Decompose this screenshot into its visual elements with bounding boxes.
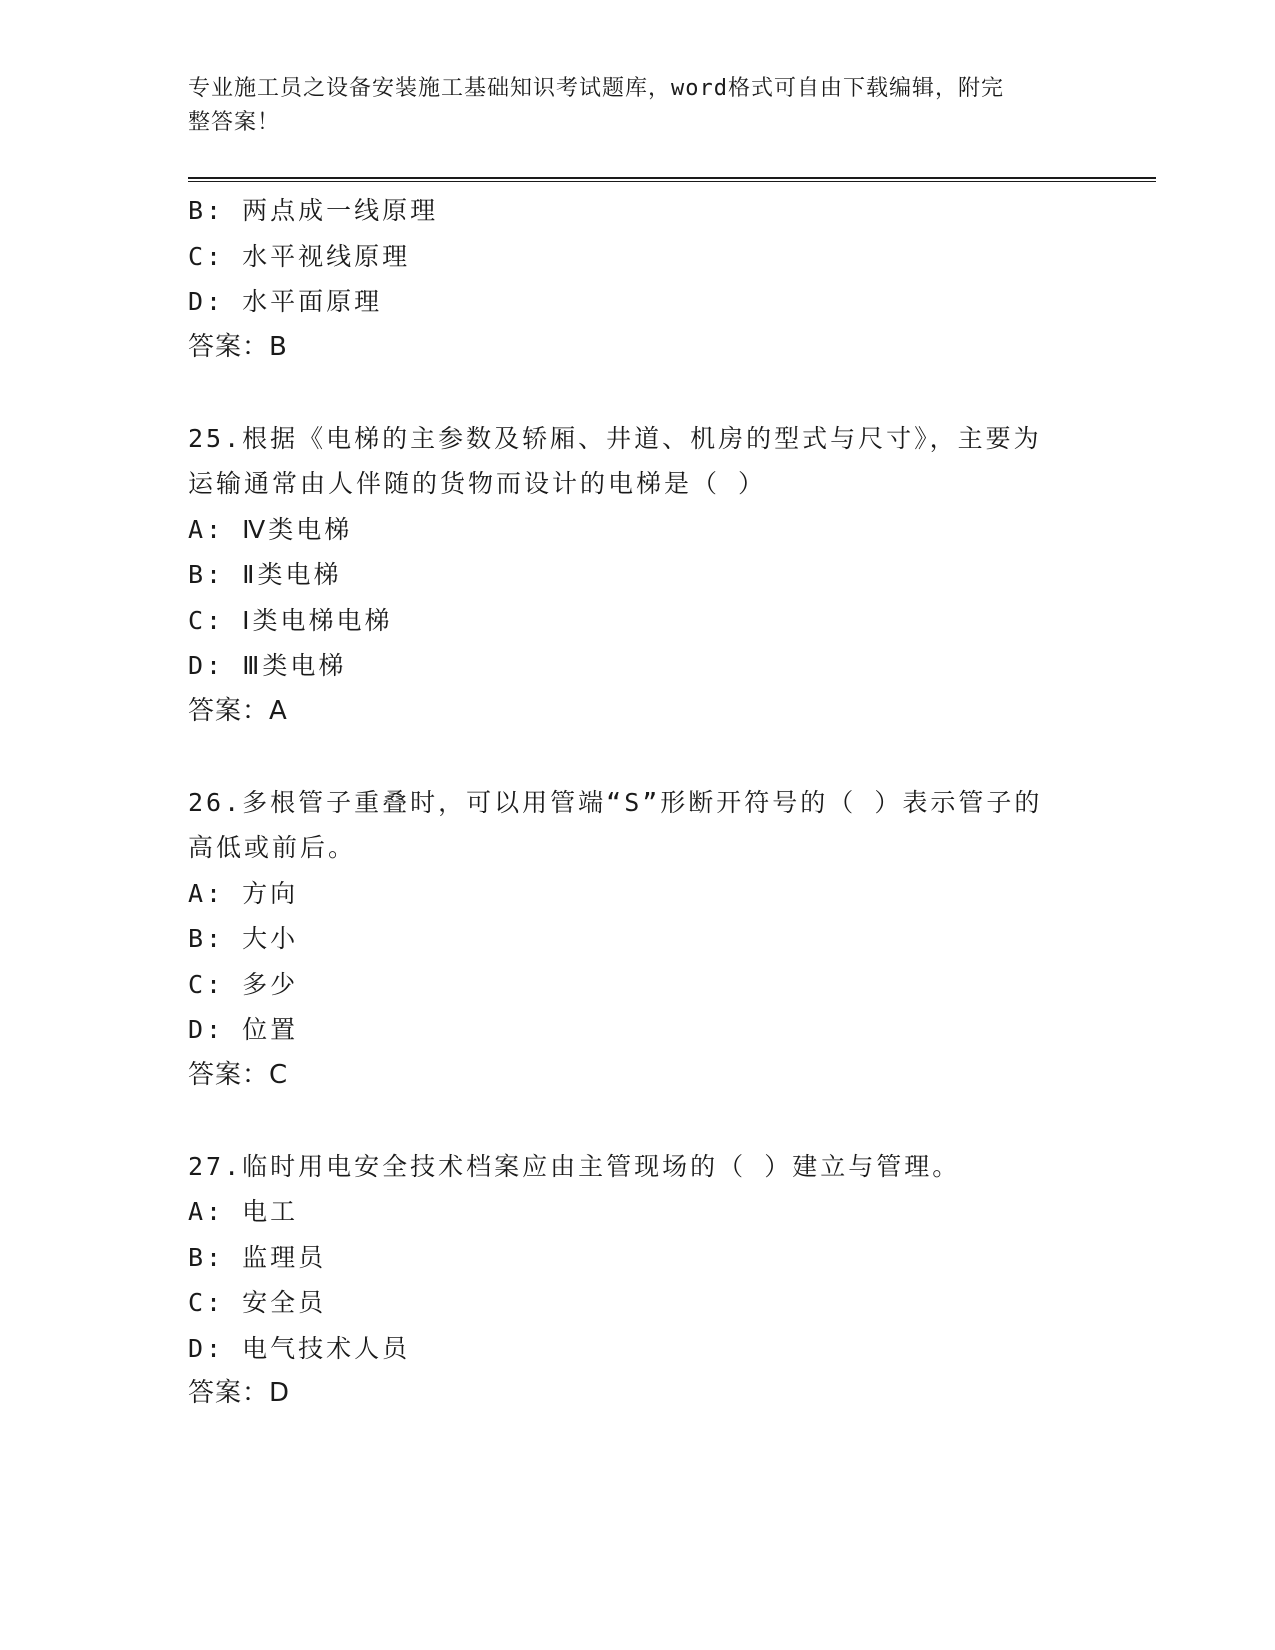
question-24-continuation xyxy=(188,188,1088,370)
header-text-line-2: 整答案！ xyxy=(188,110,281,135)
option-b: B: 大小 xyxy=(188,924,299,953)
option-c: C: 水平视线原理 xyxy=(188,241,411,271)
spacer xyxy=(188,1098,1088,1144)
question-stem-line: 27.临时用电安全技术档案应由主管现场的（ ）建立与管理。 xyxy=(188,1151,961,1181)
option-d: D: 水平面原理 xyxy=(188,287,383,316)
option-b: B: 监理员 xyxy=(188,1242,327,1272)
option-c: C: 多少 xyxy=(188,969,299,999)
option-b: B: 两点成一线原理 xyxy=(188,196,439,225)
option-b: B: Ⅱ类电梯 xyxy=(188,560,342,589)
question-27 xyxy=(188,1144,1088,1417)
question-25 xyxy=(188,416,1088,735)
option-d: D: 位置 xyxy=(188,1015,299,1044)
option-d: D: 电气技术人员 xyxy=(188,1333,411,1363)
document-header xyxy=(188,72,1068,140)
question-26 xyxy=(188,780,1088,1099)
option-c: C: Ⅰ类电梯电梯 xyxy=(188,605,393,635)
question-stem-line: 高低或前后。 xyxy=(188,833,357,862)
question-stem-line: 26.多根管子重叠时，可以用管端“S”形断开符号的（ ）表示管子的 xyxy=(188,787,1043,817)
option-d: D: Ⅲ类电梯 xyxy=(188,651,347,680)
option-c: C: 安全员 xyxy=(188,1288,327,1317)
answer-line: 答案：A xyxy=(188,695,288,726)
answer-line: 答案：B xyxy=(188,331,288,362)
header-divider xyxy=(188,177,1156,182)
question-stem-line: 运输通常由人伴随的货物而设计的电梯是（ ） xyxy=(188,469,767,498)
option-a: A: 方向 xyxy=(188,878,299,908)
option-a: A: Ⅳ类电梯 xyxy=(188,514,353,544)
spacer xyxy=(188,370,1088,416)
answer-line: 答案：D xyxy=(188,1378,291,1408)
header-text-line-1: 专业施工员之设备安装施工基础知识考试题库，word格式可自由下载编辑，附完 xyxy=(188,76,1004,101)
question-content xyxy=(188,188,1088,1417)
question-stem-line: 25.根据《电梯的主参数及轿厢、井道、机房的型式与尺寸》，主要为 xyxy=(188,423,1042,453)
answer-line: 答案：C xyxy=(188,1059,289,1090)
spacer xyxy=(188,734,1088,780)
option-a: A: 电工 xyxy=(188,1197,299,1226)
